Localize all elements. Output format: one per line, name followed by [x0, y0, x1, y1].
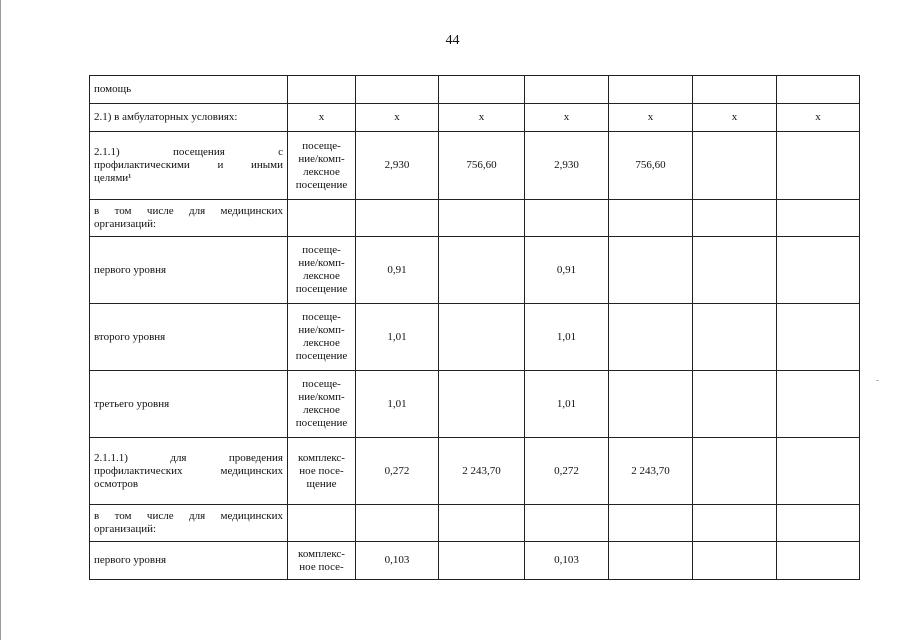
word: посещения	[173, 146, 225, 158]
word: проведения	[228, 451, 283, 464]
cell	[693, 371, 777, 438]
cell	[609, 542, 693, 580]
cell	[439, 542, 525, 580]
word: профилактических	[94, 464, 183, 477]
cell: 1,01	[525, 371, 609, 438]
table-row	[90, 304, 860, 371]
cell	[439, 304, 525, 371]
row-name-line	[94, 452, 283, 465]
cell	[356, 200, 439, 237]
cell: х	[693, 104, 777, 132]
cell: х	[525, 104, 609, 132]
cell	[777, 76, 860, 104]
table-row	[90, 505, 860, 542]
row-name-line	[94, 146, 283, 159]
row-name: в том числе для медицинских организаций:	[90, 505, 288, 542]
table-row	[90, 371, 860, 438]
cell: 1,01	[525, 304, 609, 371]
cell	[609, 505, 693, 542]
cell	[777, 505, 860, 542]
cell	[609, 76, 693, 104]
cell: 1,01	[356, 371, 439, 438]
word: иными	[250, 159, 283, 171]
row-unit	[288, 237, 356, 304]
row-name-line: целями¹	[94, 172, 132, 184]
cell	[525, 505, 609, 542]
cell	[693, 200, 777, 237]
word: и	[217, 159, 224, 171]
cell	[693, 304, 777, 371]
table-row	[90, 438, 860, 505]
row-unit	[288, 200, 356, 237]
cell	[439, 76, 525, 104]
row-name: в том числе для медицинских организаций:	[90, 200, 288, 237]
row-unit	[288, 542, 356, 580]
cell	[777, 304, 860, 371]
cell	[693, 132, 777, 200]
cell	[609, 237, 693, 304]
table-row	[90, 542, 860, 580]
cell	[693, 76, 777, 104]
row-name-line	[94, 159, 283, 172]
row-unit	[288, 132, 356, 200]
row-unit	[288, 438, 356, 505]
row-name-line	[94, 465, 283, 478]
row-name: третьего уровня	[90, 371, 288, 438]
cell	[525, 200, 609, 237]
unit-text: комплекс- ное посе- щение	[298, 451, 345, 490]
unit-text: посеще- ние/комп- лексное посещение	[295, 378, 348, 429]
row-unit	[288, 76, 356, 104]
row-name	[90, 132, 288, 200]
cell: 2 243,70	[439, 438, 525, 505]
word: профилактическими	[94, 159, 190, 171]
unit-text: посеще- ние/комп- лексное посещение	[295, 139, 348, 191]
cell: 0,91	[356, 237, 439, 304]
cell: 0,103	[525, 542, 609, 580]
row-name-line: осмотров	[94, 477, 139, 490]
cell	[525, 76, 609, 104]
table-row	[90, 200, 860, 237]
cell	[777, 542, 860, 580]
cell: 756,60	[439, 132, 525, 200]
word: 2.1.1.1)	[94, 451, 128, 464]
row-name: помощь	[90, 76, 288, 104]
scan-left-edge	[0, 0, 4, 640]
table-row	[90, 132, 860, 200]
cell: 1,01	[356, 304, 439, 371]
cell: 2 243,70	[609, 438, 693, 505]
page-number: 44	[445, 33, 460, 48]
cell: 756,60	[609, 132, 693, 200]
cell	[777, 438, 860, 505]
cell	[356, 76, 439, 104]
cell	[439, 200, 525, 237]
row-name: второго уровня	[90, 304, 288, 371]
cell	[777, 132, 860, 200]
unit-text: посеще- ние/комп- лексное посещение	[295, 311, 348, 362]
row-unit	[288, 505, 356, 542]
cell: х	[609, 104, 693, 132]
scan-speck	[876, 380, 879, 381]
cell	[693, 542, 777, 580]
cell: 0,91	[525, 237, 609, 304]
word: медицинских	[220, 464, 283, 477]
cell	[609, 304, 693, 371]
cell	[439, 371, 525, 438]
cell	[777, 200, 860, 237]
table-row	[90, 237, 860, 304]
cell	[693, 438, 777, 505]
cell	[439, 237, 525, 304]
table-row	[90, 76, 860, 104]
unit-text: комплекс- ное посе-	[298, 547, 345, 573]
cell	[609, 371, 693, 438]
cell: х	[356, 104, 439, 132]
row-name: первого уровня	[90, 237, 288, 304]
row-unit	[288, 304, 356, 371]
cell: х	[777, 104, 860, 132]
row-name: первого уровня	[90, 542, 288, 580]
cell	[356, 505, 439, 542]
cell: 2,930	[525, 132, 609, 200]
cell: 0,272	[356, 438, 439, 505]
row-name	[90, 438, 288, 505]
cell	[777, 237, 860, 304]
word: для	[170, 451, 187, 464]
cell: 0,272	[525, 438, 609, 505]
cell	[693, 237, 777, 304]
row-unit: х	[288, 104, 356, 132]
cell	[439, 505, 525, 542]
unit-text: посеще- ние/комп- лексное посещение	[295, 244, 348, 295]
word: с	[278, 146, 283, 158]
table-row	[90, 104, 860, 132]
word: 2.1.1)	[94, 146, 120, 158]
cell	[777, 371, 860, 438]
cell: 0,103	[356, 542, 439, 580]
cell	[693, 505, 777, 542]
cell: 2,930	[356, 132, 439, 200]
row-name: 2.1) в амбулаторных условиях:	[90, 104, 288, 132]
row-unit	[288, 371, 356, 438]
cell	[609, 200, 693, 237]
data-table	[89, 75, 860, 580]
cell: х	[439, 104, 525, 132]
